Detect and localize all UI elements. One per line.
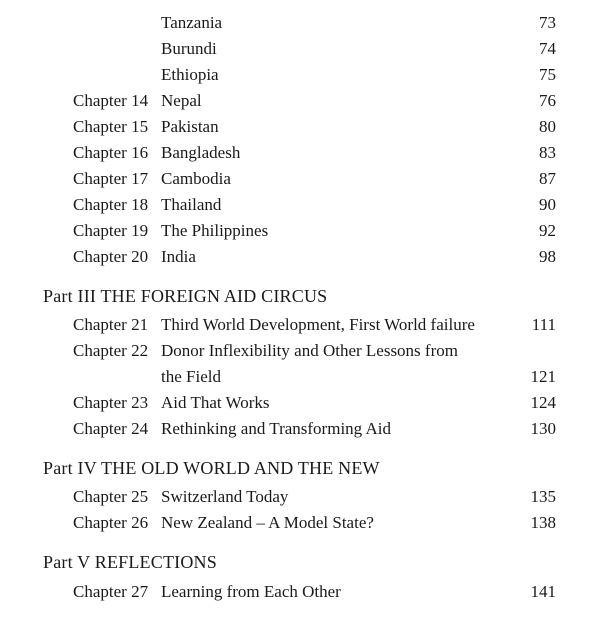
chapter-number: Chapter 15: [73, 117, 149, 136]
chapter-number: Chapter 26: [73, 513, 149, 532]
entry-page: 73: [539, 13, 556, 32]
entry-title: Burundi: [161, 39, 217, 58]
entry-title: Aid That Works: [161, 393, 270, 412]
entry-page: 135: [530, 487, 556, 506]
entry-title: Third World Development, First World failure: [161, 315, 475, 334]
chapter-number: Chapter 18: [73, 195, 149, 214]
chapter-number: Chapter 23: [73, 393, 149, 412]
entry-page: 92: [539, 221, 556, 240]
entry-page: 80: [539, 117, 556, 136]
entry-page: 76: [539, 91, 556, 110]
entry-title: Switzerland Today: [161, 487, 289, 506]
entry-title: Learning from Each Other: [161, 582, 341, 601]
entry-page: 111: [531, 315, 556, 334]
entry-title: New Zealand – A Model State?: [161, 513, 374, 532]
entry-page: 83: [539, 143, 556, 162]
entry-title: The Philippines: [161, 221, 269, 240]
entry-page: 98: [539, 247, 556, 266]
entry-page: 90: [539, 195, 556, 214]
part-heading: Part IV THE OLD WORLD AND THE NEW: [43, 458, 380, 478]
entry-title: Donor Inflexibility and Other Lessons from: [161, 341, 458, 360]
entry-title: Pakistan: [161, 117, 219, 136]
entry-title: Tanzania: [161, 13, 223, 32]
chapter-number: Chapter 21: [73, 315, 149, 334]
entry-title: Thailand: [161, 195, 222, 214]
chapter-number: Chapter 25: [73, 487, 149, 506]
entry-page: 74: [539, 39, 556, 58]
entry-title: the Field: [161, 367, 221, 386]
entry-title: Ethiopia: [161, 65, 219, 84]
entry-page: 75: [539, 65, 556, 84]
chapter-number: Chapter 16: [73, 143, 149, 162]
chapter-number: Chapter 24: [73, 419, 149, 438]
entry-page: 138: [530, 513, 556, 532]
chapter-number: Chapter 27: [73, 582, 149, 601]
chapter-number: Chapter 22: [73, 341, 149, 360]
entry-page: 121: [530, 367, 556, 386]
entry-page: 141: [530, 582, 556, 601]
chapter-number: Chapter 17: [73, 169, 149, 188]
entry-title: Cambodia: [161, 169, 231, 188]
part-heading: Part III THE FOREIGN AID CIRCUS: [43, 286, 328, 306]
chapter-number: Chapter 20: [73, 247, 149, 266]
entry-title: Nepal: [161, 91, 202, 110]
entry-title: Rethinking and Transforming Aid: [161, 419, 391, 438]
entry-page: 130: [530, 419, 556, 438]
chapter-number: Chapter 14: [73, 91, 149, 110]
entry-title: India: [161, 247, 196, 266]
entry-page: 124: [530, 393, 556, 412]
entry-title: Bangladesh: [161, 143, 241, 162]
entry-page: 87: [539, 169, 556, 188]
part-heading: Part V REFLECTIONS: [43, 552, 217, 572]
chapter-number: Chapter 19: [73, 221, 149, 240]
